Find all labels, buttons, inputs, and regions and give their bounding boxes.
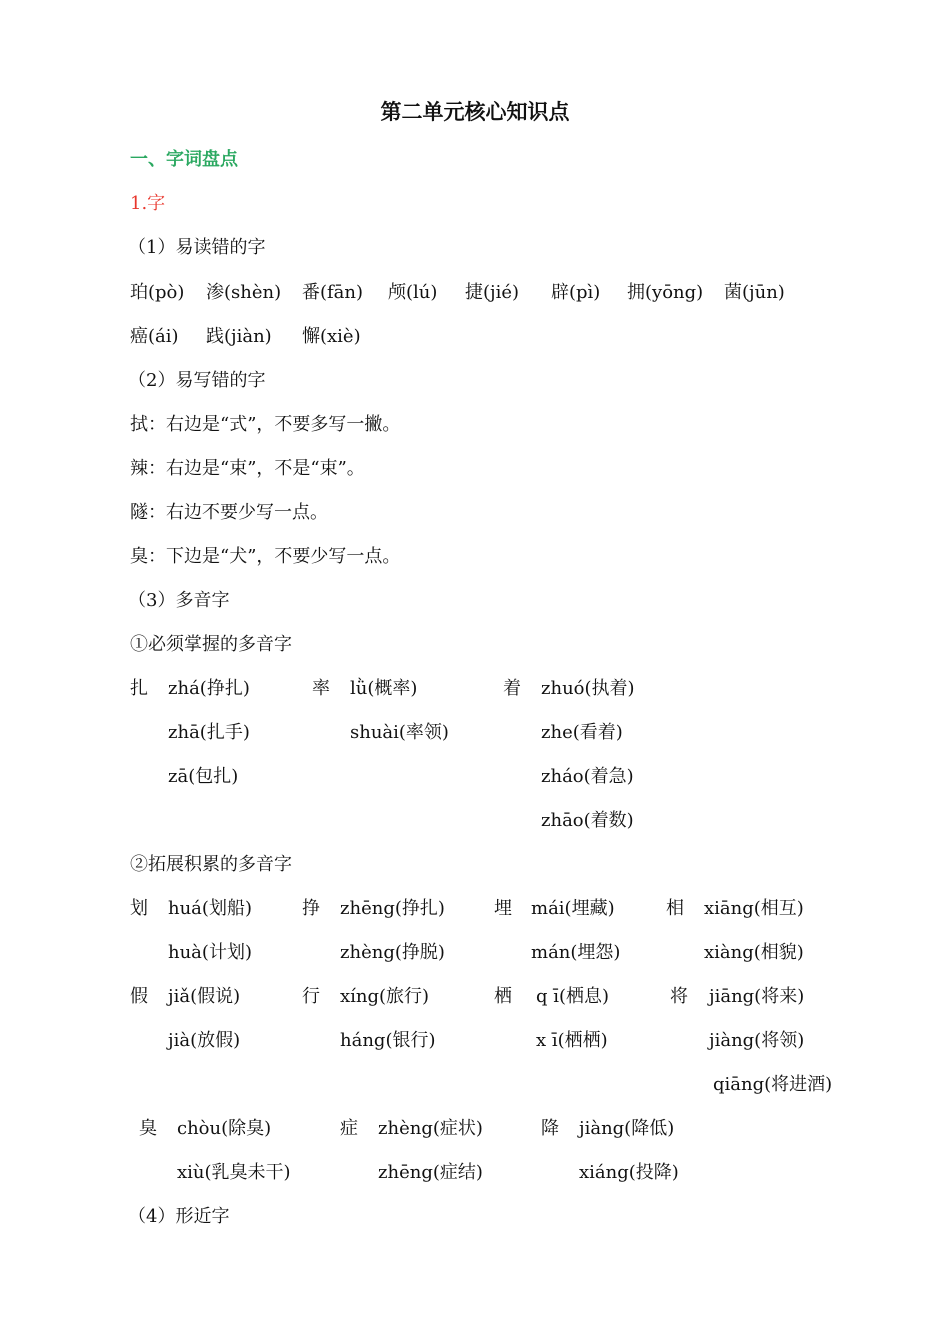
easy-read-item: 辟(pì)	[551, 282, 601, 303]
easy-write-item: 拭：右边是“式”，不要多写一撇。	[130, 414, 401, 435]
polyphonic-reading: mán(埋怨)	[531, 942, 621, 963]
easy-read-item: 拥(yōng)	[627, 282, 704, 303]
polyphonic-reading: lǜ(概率)	[350, 678, 418, 699]
polyphonic-reading: xiàng(相貌)	[704, 942, 804, 963]
polyphonic-char: 扎	[130, 678, 148, 699]
polyphonic-reading: háng(银行)	[340, 1030, 436, 1051]
polyphonic-char: 降	[541, 1118, 559, 1139]
polyphonic-reading: zhèng(挣脱)	[340, 942, 445, 963]
polyphonic-reading: zhèng(症状)	[378, 1118, 483, 1139]
easy-read-item: 癌(ái)	[130, 326, 179, 347]
polyphonic-reading: zhā(扎手)	[168, 722, 250, 743]
polyphonic-reading: jià(放假)	[168, 1030, 241, 1051]
easy-read-item: 菌(jūn)	[724, 282, 785, 303]
polyphonic-reading: shuài(率领)	[350, 722, 449, 743]
polyphonic-reading: jiàng(将领)	[709, 1030, 805, 1051]
polyphonic-reading: xíng(旅行)	[340, 986, 430, 1007]
polyphonic-char: 症	[340, 1118, 358, 1139]
easy-read-item: 践(jiàn)	[206, 326, 272, 347]
polyphonic-reading: xiāng(相互)	[704, 898, 804, 919]
polyphonic-reading: xiù(乳臭未干)	[177, 1162, 291, 1183]
easy-write-item: 辣：右边是“束”，不是“束”。	[130, 458, 365, 479]
polyphonic-heading: （3）多音字	[128, 590, 230, 611]
polyphonic-reading: q ī(栖息)	[536, 986, 610, 1007]
polyphonic-reading: zhe(看着)	[541, 722, 623, 743]
easy-write-heading: （2）易写错的字	[128, 370, 266, 391]
polyphonic-reading: huà(计划)	[168, 942, 252, 963]
polyphonic-reading: jiàng(降低)	[579, 1118, 675, 1139]
easy-read-item: 珀(pò)	[130, 282, 185, 303]
polyphonic-char: 划	[130, 898, 148, 919]
polyphonic-reading: qiāng(将进酒)	[713, 1074, 833, 1095]
polyphonic-reading: x ī(栖栖)	[536, 1030, 608, 1051]
easy-read-item: 番(fān)	[302, 282, 364, 303]
polyphonic-reading: zhēng(症结)	[378, 1162, 483, 1183]
polyphonic-reading: zhēng(挣扎)	[340, 898, 445, 919]
polyphonic-reading: zhá(挣扎)	[168, 678, 250, 699]
easy-write-item: 臭：下边是“犬”，不要少写一点。	[130, 546, 401, 567]
easy-read-item: 渗(shèn)	[206, 282, 282, 303]
polyphonic-reading: mái(埋藏)	[531, 898, 615, 919]
polyphonic-reading: huá(划船)	[168, 898, 252, 919]
polyphonic-char: 率	[312, 678, 330, 699]
polyphonic-reading: zhuó(执着)	[541, 678, 635, 699]
easy-read-item: 颅(lú)	[388, 282, 438, 303]
polyphonic-char: 着	[503, 678, 521, 699]
easy-write-item: 隧：右边不要少写一点。	[130, 502, 328, 523]
polyphonic-reading: xiáng(投降)	[579, 1162, 679, 1183]
polyphonic-reading: chòu(除臭)	[177, 1118, 272, 1139]
polyphonic-reading: jiǎ(假说)	[168, 986, 241, 1007]
polyphonic-reading: zā(包扎)	[168, 766, 239, 787]
polyphonic-reading: zháo(着急)	[541, 766, 634, 787]
easy-read-item: 捷(jié)	[465, 282, 520, 303]
polyphonic-char: 栖	[494, 986, 512, 1007]
easy-read-heading: （1）易读错的字	[128, 237, 266, 258]
polyphonic-char: 埋	[494, 898, 512, 919]
similar-characters-heading: （4）形近字	[128, 1206, 230, 1227]
polyphonic-reading: zhāo(着数)	[541, 810, 634, 831]
page-title: 第二单元核心知识点	[380, 100, 570, 124]
polyphonic-char: 将	[670, 986, 688, 1007]
polyphonic-char: 挣	[302, 898, 320, 919]
polyphonic-char: 臭	[139, 1118, 157, 1139]
extend-polyphonic-heading: ②拓展积累的多音字	[130, 854, 292, 875]
subsection-heading-characters: 1.字	[130, 193, 166, 214]
polyphonic-char: 行	[302, 986, 320, 1007]
polyphonic-char: 相	[666, 898, 684, 919]
section-heading-words: 一、字词盘点	[130, 149, 238, 170]
easy-read-item: 懈(xiè)	[302, 326, 361, 347]
must-polyphonic-heading: ①必须掌握的多音字	[130, 634, 292, 655]
polyphonic-reading: jiāng(将来)	[709, 986, 805, 1007]
polyphonic-char: 假	[130, 986, 148, 1007]
